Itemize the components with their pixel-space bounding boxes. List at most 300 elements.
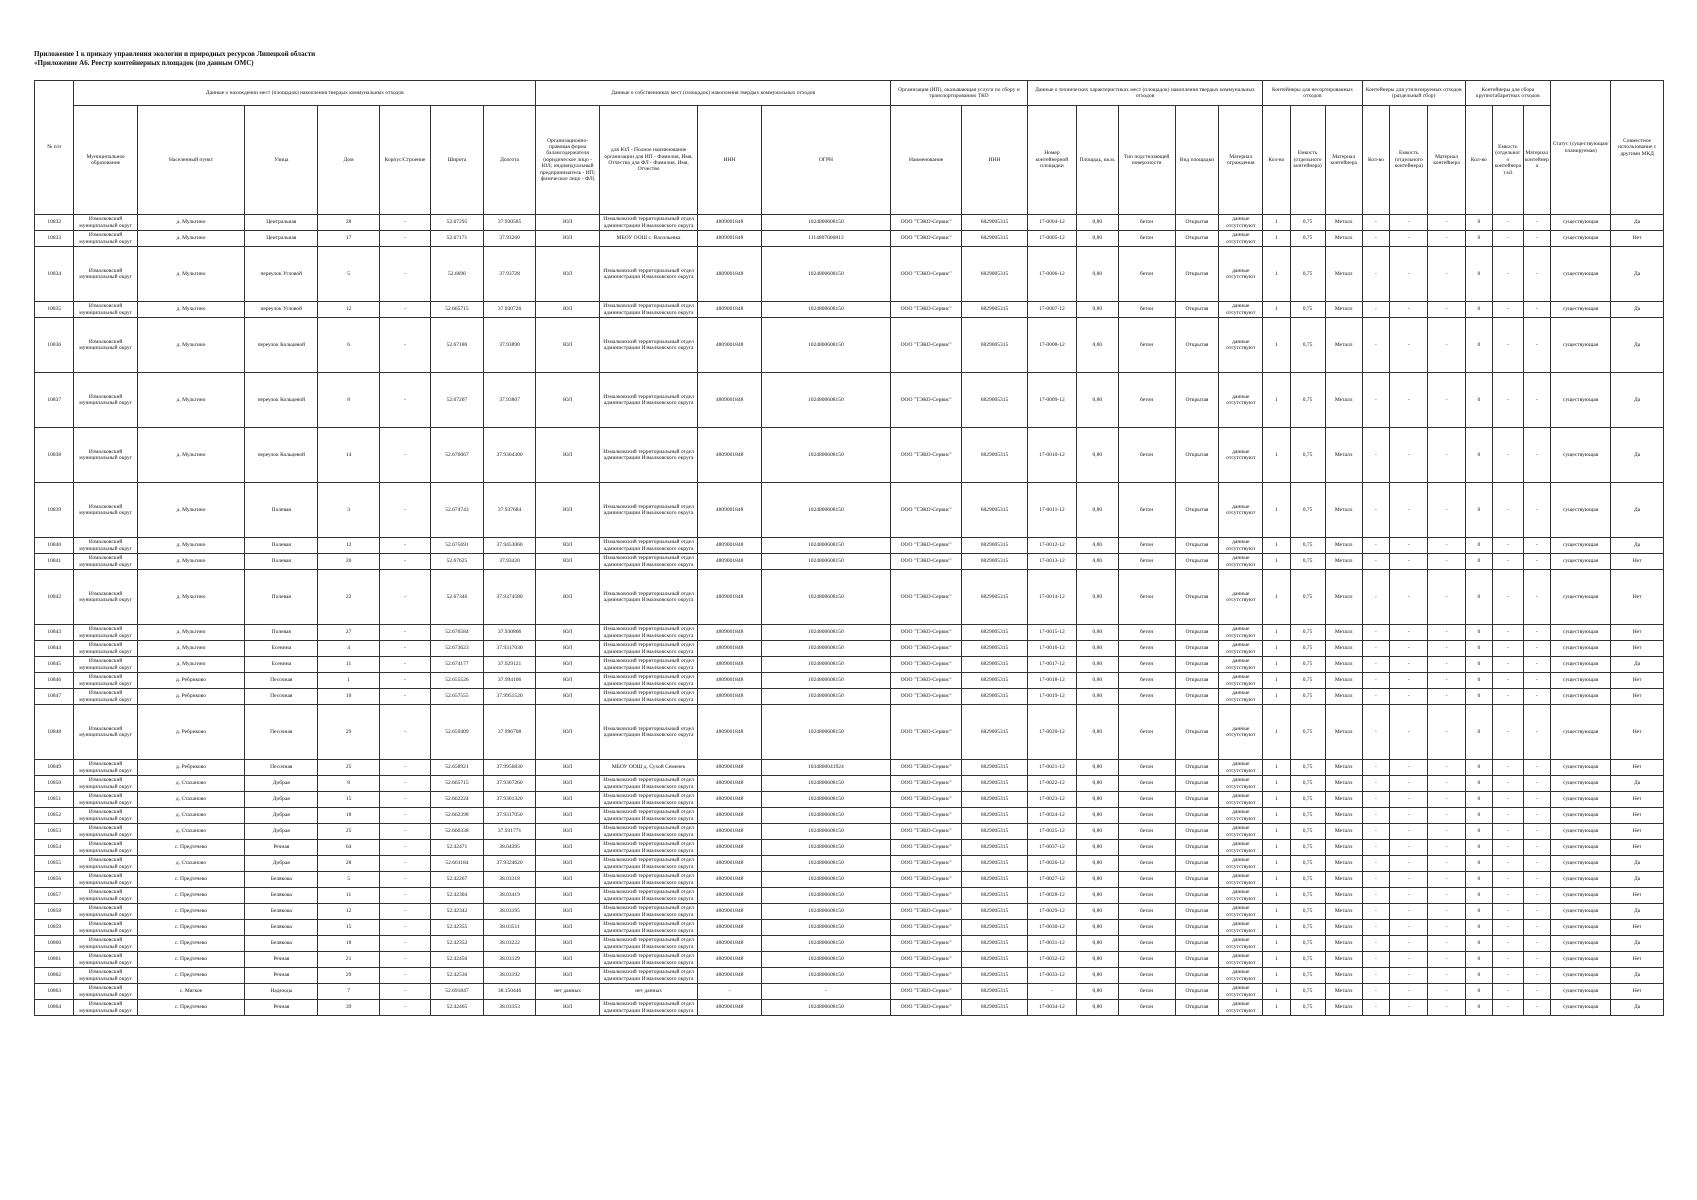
cell-site-type: Открытая (1175, 872, 1219, 888)
table-row (35, 936, 1664, 952)
cell-unsorted-material: Металл (1325, 904, 1362, 920)
cell-bulky-material: - (1523, 657, 1550, 673)
cell-area: 0,80 (1077, 824, 1119, 840)
cell-area: 0,80 (1077, 625, 1119, 641)
cell-unsorted-material: Металл (1325, 760, 1362, 776)
cell-shared: Да (1611, 1000, 1664, 1016)
cell-num: 10844 (35, 641, 74, 657)
cell-unsorted-volume: 0,75 (1290, 215, 1325, 231)
cell-house: 25 (318, 760, 379, 776)
cell-unsorted-material: Металл (1325, 952, 1362, 968)
cell-bulky-material: - (1523, 570, 1550, 625)
cell-street: Песочная (245, 705, 318, 760)
cell-owner-text: Измалковский территориальный отдел администрации Измалковского округа (603, 905, 694, 918)
cell-ogrn: 1024800608150 (761, 673, 890, 689)
cell-fence-text: данные отсутствуют (1226, 690, 1256, 703)
cell-bulky-volume: - (1493, 538, 1524, 554)
cell-house: 29 (318, 968, 379, 984)
cell-surface: бетон (1118, 1000, 1175, 1016)
cell-municipality (74, 920, 137, 936)
cell-ogrn: 1024800608150 (761, 920, 890, 936)
cell-ogrn: 1024800608150 (761, 657, 890, 673)
cell-separate-count: - (1362, 318, 1389, 373)
cell-separate-count: - (1362, 1000, 1389, 1016)
cell-unsorted-count: 1 (1263, 888, 1290, 904)
cell-municipality-text: Измалковский муниципальный округ (79, 793, 133, 806)
cell-status: существующая (1551, 689, 1611, 705)
cell-lat: 52.662224 (431, 792, 484, 808)
cell-separate-material: - (1428, 760, 1465, 776)
cell-unsorted-volume: 0,75 (1290, 705, 1325, 760)
table-row (35, 1000, 1664, 1016)
cell-fence (1219, 776, 1263, 792)
cell-legal-form: ЮЛ (536, 1000, 599, 1016)
cell-site-type: Открытая (1175, 952, 1219, 968)
cell-street: Полевая (245, 483, 318, 538)
cell-municipality-text: Измалковский муниципальный округ (79, 889, 133, 902)
cell-settlement: д. Мульгино (137, 641, 244, 657)
cell-separate-material: - (1428, 792, 1465, 808)
cell-status: существующая (1551, 318, 1611, 373)
cell-ogrn: 1024800608150 (761, 808, 890, 824)
cell-site-type: Открытая (1175, 856, 1219, 872)
cell-status: существующая (1551, 872, 1611, 888)
cell-site-type: Открытая (1175, 247, 1219, 302)
cell-bulky-material: - (1523, 673, 1550, 689)
cell-fence (1219, 856, 1263, 872)
cell-municipality (74, 904, 137, 920)
cell-building: - (379, 904, 430, 920)
cell-owner (599, 984, 698, 1000)
cell-operator-inn: 6829005315 (962, 625, 1028, 641)
cell-legal-form: ЮЛ (536, 641, 599, 657)
cell-street: переулок Угловой (245, 302, 318, 318)
cell-operator-inn: 6829005315 (962, 872, 1028, 888)
cell-site-type: Открытая (1175, 776, 1219, 792)
cell-operator-text: ООО "ТЭКО-Сервис" (900, 780, 952, 787)
cell-operator-text: ООО "ТЭКО-Сервис" (900, 542, 952, 549)
cell-bulky-material: - (1523, 904, 1550, 920)
cell-separate-material: - (1428, 538, 1465, 554)
cell-owner (599, 760, 698, 776)
cell-legal-form: ЮЛ (536, 904, 599, 920)
cell-operator-inn: 6829005315 (962, 776, 1028, 792)
cell-unsorted-material: Металл (1325, 1000, 1362, 1016)
cell-unsorted-count: 1 (1263, 705, 1290, 760)
cell-shared: Да (1611, 657, 1664, 673)
cell-unsorted-material: Металл (1325, 318, 1362, 373)
cell-street: Белякова (245, 904, 318, 920)
col-bulky-volume: Емкость (отдельного контейнера) м3 (1493, 106, 1524, 215)
cell-surface: бетон (1118, 936, 1175, 952)
cell-lon: 37.9307260 (483, 776, 536, 792)
cell-inn: 4809001848 (698, 247, 761, 302)
cell-house: 5 (318, 872, 379, 888)
cell-bulky-count: 0 (1465, 856, 1492, 872)
cell-site-number: 17-0017-12 (1027, 657, 1076, 673)
cell-ogrn: 1024800608150 (761, 1000, 890, 1016)
cell-legal-form: ЮЛ (536, 705, 599, 760)
cell-operator-text: ООО "ТЭКО-Сервис" (900, 693, 952, 700)
cell-lat: 52.67346 (431, 570, 484, 625)
cell-settlement: с. Предтечево (137, 936, 244, 952)
cell-street: Речная (245, 840, 318, 856)
cell-unsorted-volume: 0,75 (1290, 1000, 1325, 1016)
cell-unsorted-count: 1 (1263, 920, 1290, 936)
cell-settlement: д. Ребриково (137, 673, 244, 689)
cell-shared: Да (1611, 872, 1664, 888)
cell-building: - (379, 840, 430, 856)
cell-separate-material: - (1428, 554, 1465, 570)
cell-settlement: д. Ребриково (137, 689, 244, 705)
cell-bulky-count: 0 (1465, 760, 1492, 776)
cell-building: - (379, 705, 430, 760)
group-unsorted: Контейнеры для несортированных отходов (1263, 81, 1363, 106)
cell-site-number: 17-0032-12 (1027, 952, 1076, 968)
cell-bulky-volume: - (1493, 776, 1524, 792)
cell-lat: 52.67295 (431, 215, 484, 231)
cell-lon: 37.93260 (483, 231, 536, 247)
cell-unsorted-volume: 0,75 (1290, 776, 1325, 792)
cell-fence-text: данные отсутствуют (1226, 969, 1256, 982)
cell-settlement: с. Предтечево (137, 1000, 244, 1016)
cell-fence (1219, 1000, 1263, 1016)
cell-shared: Нет (1611, 673, 1664, 689)
col-unsorted-volume: Емкость (отдельного контейнера) (1290, 106, 1325, 215)
cell-operator (891, 673, 962, 689)
heading-line-2: «Приложение А6. Реестр контейнерных площадок (по данным ОМС) (34, 59, 254, 67)
cell-fence-text: данные отсутствуют (1226, 539, 1256, 552)
cell-fence-text: данные отсутствуют (1226, 873, 1256, 886)
cell-unsorted-material: Металл (1325, 936, 1362, 952)
cell-inn: 4809001848 (698, 554, 761, 570)
cell-shared: Да (1611, 856, 1664, 872)
cell-operator (891, 776, 962, 792)
cell-separate-material: - (1428, 824, 1465, 840)
cell-separate-count: - (1362, 952, 1389, 968)
cell-inn: 4809001848 (698, 792, 761, 808)
table-row (35, 538, 1664, 554)
cell-house: 12 (318, 302, 379, 318)
cell-site-number: 17-0019-12 (1027, 689, 1076, 705)
cell-building: - (379, 920, 430, 936)
cell-separate-material: - (1428, 570, 1465, 625)
cell-owner (599, 808, 698, 824)
cell-separate-volume: - (1390, 554, 1428, 570)
cell-inn: 4809001848 (698, 840, 761, 856)
cell-shared: Нет (1611, 840, 1664, 856)
cell-fence (1219, 302, 1263, 318)
cell-lat: 52.675691 (431, 538, 484, 554)
cell-lon: 37.93807 (483, 373, 536, 428)
cell-separate-count: - (1362, 554, 1389, 570)
cell-lon: 37.93890 (483, 318, 536, 373)
cell-operator-text: ООО "ТЭКО-Сервис" (900, 661, 952, 668)
cell-fence: данные отсутствуют (1219, 247, 1263, 302)
cell-inn: 4809001848 (698, 824, 761, 840)
cell-unsorted-material: Металл (1325, 625, 1362, 641)
cell-area: 0,80 (1077, 641, 1119, 657)
cell-separate-material: - (1428, 856, 1465, 872)
cell-fence-text: данные отсутствуют (1226, 1001, 1256, 1014)
cell-building: - (379, 247, 430, 302)
cell-site-number: 17-0009-12 (1027, 373, 1076, 428)
cell-separate-material: - (1428, 231, 1465, 247)
cell-separate-count: - (1362, 968, 1389, 984)
cell-surface: бетон (1118, 625, 1175, 641)
cell-site-type: Открытая (1175, 231, 1219, 247)
cell-unsorted-count: 1 (1263, 554, 1290, 570)
cell-operator-inn: 6829005315 (962, 968, 1028, 984)
document-heading (34, 50, 315, 68)
cell-area: 0,80 (1077, 776, 1119, 792)
cell-fence-text: данные отсутствуют (1226, 905, 1256, 918)
cell-unsorted-material: Металл (1325, 984, 1362, 1000)
cell-municipality (74, 776, 137, 792)
cell-municipality (74, 231, 137, 247)
cell-status: существующая (1551, 302, 1611, 318)
cell-unsorted-volume: 0,75 (1290, 808, 1325, 824)
cell-municipality-text: Измалковский муниципальный округ (79, 777, 133, 790)
cell-street: Белякова (245, 936, 318, 952)
cell-lon: 38.03511 (483, 920, 536, 936)
cell-separate-count: - (1362, 808, 1389, 824)
cell-legal-form: ЮЛ (536, 538, 599, 554)
cell-operator-inn: 6829005315 (962, 215, 1028, 231)
cell-bulky-volume: - (1493, 904, 1524, 920)
cell-municipality (74, 968, 137, 984)
cell-owner-text: Измалковский территориальный отдел администрации Измалковского округа (603, 793, 694, 806)
cell-legal-form: ЮЛ (536, 952, 599, 968)
cell-bulky-count: 0 (1465, 318, 1492, 373)
cell-status: существующая (1551, 231, 1611, 247)
cell-ogrn: 1024800608150 (761, 302, 890, 318)
cell-num: 10848 (35, 705, 74, 760)
cell-street: Полевая (245, 625, 318, 641)
cell-separate-volume: - (1390, 302, 1428, 318)
cell-site-type: Открытая (1175, 904, 1219, 920)
cell-municipality (74, 1000, 137, 1016)
cell-street: переулок Кольцевой (245, 428, 318, 483)
cell-legal-form: ЮЛ (536, 776, 599, 792)
table-row (35, 760, 1664, 776)
cell-bulky-material: - (1523, 888, 1550, 904)
cell-separate-volume: - (1390, 792, 1428, 808)
cell-operator (891, 936, 962, 952)
cell-house: 10 (318, 689, 379, 705)
cell-ogrn: 1024800608150 (761, 554, 890, 570)
cell-inn: 4809001848 (698, 428, 761, 483)
cell-operator (891, 888, 962, 904)
cell-fence-text: данные отсутствуют (1226, 921, 1256, 934)
cell-site-type: Открытая (1175, 689, 1219, 705)
cell-bulky-material: - (1523, 373, 1550, 428)
cell-street: Песочная (245, 760, 318, 776)
cell-shared: Нет (1611, 554, 1664, 570)
cell-bulky-material: - (1523, 231, 1550, 247)
cell-site-type: Открытая (1175, 888, 1219, 904)
cell-lat: 52.661184 (431, 856, 484, 872)
cell-fence-text: данные отсутствуют (1226, 232, 1256, 245)
cell-operator (891, 302, 962, 318)
cell-municipality-text: Измалковский муниципальный округ (79, 1001, 133, 1014)
cell-fence: данные отсутствуют (1219, 373, 1263, 428)
cell-lat: 52.691847 (431, 984, 484, 1000)
cell-owner-text: Измалковский территориальный отдел администрации Измалковского округа (603, 937, 694, 950)
cell-unsorted-volume: 0,75 (1290, 792, 1325, 808)
cell-area: 0,80 (1077, 904, 1119, 920)
cell-building: - (379, 625, 430, 641)
col-separate-material: Материал контейнера (1428, 106, 1465, 215)
cell-fence-text: данные отсутствуют (1226, 937, 1256, 950)
cell-inn: 4809001848 (698, 808, 761, 824)
cell-bulky-count: 0 (1465, 554, 1492, 570)
cell-shared: Нет (1611, 824, 1664, 840)
cell-operator-text: ООО "ТЭКО-Сервис" (900, 860, 952, 867)
cell-street: Надежды (245, 984, 318, 1000)
cell-unsorted-material: Металл (1325, 840, 1362, 856)
cell-bulky-material: - (1523, 840, 1550, 856)
cell-house: 7 (318, 984, 379, 1000)
cell-ogrn: 1024800608150 (761, 538, 890, 554)
cell-municipality (74, 984, 137, 1000)
table-row (35, 920, 1664, 936)
cell-shared: Да (1611, 373, 1664, 428)
cell-bulky-material: - (1523, 872, 1550, 888)
cell-area: 0,80 (1077, 952, 1119, 968)
cell-operator: ООО "ТЭКО-Сервис" (891, 570, 962, 625)
cell-ogrn: 1024800608150 (761, 792, 890, 808)
cell-status: существующая (1551, 840, 1611, 856)
cell-operator-inn: 6829005315 (962, 428, 1028, 483)
cell-lon: 38.03353 (483, 1000, 536, 1016)
cell-owner (599, 689, 698, 705)
cell-fence (1219, 792, 1263, 808)
cell-site-type: Открытая (1175, 302, 1219, 318)
cell-shared: Нет (1611, 952, 1664, 968)
cell-site-number: - (1027, 984, 1076, 1000)
cell-street: переулок Кольцевой (245, 318, 318, 373)
cell-unsorted-material: Металл (1325, 776, 1362, 792)
cell-fence (1219, 538, 1263, 554)
col-legal-form: Организационно-правовая форма балансодержателя (юридическое лицо - ЮЛ; индивидуальный предприниматель - ИП; физическое лицо - ФЛ) (536, 106, 599, 215)
cell-area: 0,80 (1077, 792, 1119, 808)
cell-fence (1219, 840, 1263, 856)
cell-num: 10837 (35, 373, 74, 428)
cell-separate-volume: - (1390, 968, 1428, 984)
cell-bulky-count: 0 (1465, 689, 1492, 705)
cell-building: - (379, 483, 430, 538)
cell-lon: 38.03222 (483, 936, 536, 952)
cell-unsorted-count: 1 (1263, 570, 1290, 625)
cell-unsorted-count: 1 (1263, 760, 1290, 776)
col-area: Площадь, кв.м. (1077, 106, 1119, 215)
cell-surface: бетон (1118, 657, 1175, 673)
cell-site-number: 17-0022-12 (1027, 776, 1076, 792)
cell-municipality (74, 625, 137, 641)
cell-inn: 4809001848 (698, 483, 761, 538)
cell-municipality-text: Измалковский муниципальный округ (79, 953, 133, 966)
cell-site-type: Открытая (1175, 625, 1219, 641)
cell-site-number: 17-0008-12 (1027, 318, 1076, 373)
cell-house: 5 (318, 247, 379, 302)
cell-area: 0,80 (1077, 554, 1119, 570)
cell-operator (891, 215, 962, 231)
cell-lat: 52.674743 (431, 483, 484, 538)
cell-separate-volume: - (1390, 625, 1428, 641)
cell-bulky-count: 0 (1465, 824, 1492, 840)
cell-bulky-count: 0 (1465, 968, 1492, 984)
cell-separate-count: - (1362, 760, 1389, 776)
cell-municipality-text: Измалковский муниципальный округ (79, 809, 133, 822)
cell-site-number: 17-0024-12 (1027, 808, 1076, 824)
cell-fence (1219, 673, 1263, 689)
cell-separate-volume: - (1390, 657, 1428, 673)
cell-house: 27 (318, 625, 379, 641)
cell-bulky-volume: - (1493, 302, 1524, 318)
cell-inn: 4809001848 (698, 872, 761, 888)
cell-inn: 4809001848 (698, 888, 761, 904)
cell-separate-material: - (1428, 428, 1465, 483)
cell-separate-count: - (1362, 538, 1389, 554)
cell-site-number: 17-0037-12 (1027, 840, 1076, 856)
cell-separate-material: - (1428, 888, 1465, 904)
cell-building: - (379, 570, 430, 625)
cell-separate-count: - (1362, 483, 1389, 538)
cell-street: Песочная (245, 689, 318, 705)
cell-building: - (379, 538, 430, 554)
cell-unsorted-count: 1 (1263, 318, 1290, 373)
cell-area: 0,80 (1077, 247, 1119, 302)
cell-fence (1219, 808, 1263, 824)
cell-inn: 4809001848 (698, 641, 761, 657)
cell-lon: 37.9324620 (483, 856, 536, 872)
cell-legal-form: ЮЛ (536, 215, 599, 231)
cell-separate-volume: - (1390, 840, 1428, 856)
cell-house: 4 (318, 641, 379, 657)
cell-building: - (379, 673, 430, 689)
cell-num: 10850 (35, 776, 74, 792)
cell-operator-text: ООО "ТЭКО-Сервис" (900, 629, 952, 636)
cell-bulky-volume: - (1493, 428, 1524, 483)
cell-municipality-text: Измалковский муниципальный округ (79, 825, 133, 838)
cell-fence-text: данные отсутствуют (1226, 555, 1256, 568)
table-row (35, 318, 1664, 373)
cell-num: 10832 (35, 215, 74, 231)
cell-ogrn: 1024800608150 (761, 904, 890, 920)
cell-status: существующая (1551, 247, 1611, 302)
cell-owner: Измалковский территориальный отдел администрации Измалковского округа (599, 247, 698, 302)
cell-building: - (379, 808, 430, 824)
cell-bulky-volume: - (1493, 554, 1524, 570)
cell-owner (599, 872, 698, 888)
cell-area: 0,80 (1077, 215, 1119, 231)
cell-unsorted-count: 1 (1263, 872, 1290, 888)
cell-street: Есенина (245, 657, 318, 673)
cell-lat: 52.658921 (431, 760, 484, 776)
cell-municipality: Измалковский муниципальный округ (74, 428, 137, 483)
cell-municipality-text: Измалковский муниципальный округ (79, 690, 133, 703)
cell-bulky-material: - (1523, 641, 1550, 657)
col-lon: Долгота (483, 106, 536, 215)
group-owners: Данные о собственниках мест (площадок) накопления твердых коммунальных отходов (536, 81, 891, 106)
cell-bulky-count: 0 (1465, 625, 1492, 641)
cell-separate-volume: - (1390, 888, 1428, 904)
cell-bulky-material: - (1523, 705, 1550, 760)
cell-owner-text: Измалковский территориальный отдел администрации Измалковского округа (603, 969, 694, 982)
cell-fence-text: данные отсутствуют (1226, 761, 1256, 774)
cell-bulky-volume: - (1493, 373, 1524, 428)
